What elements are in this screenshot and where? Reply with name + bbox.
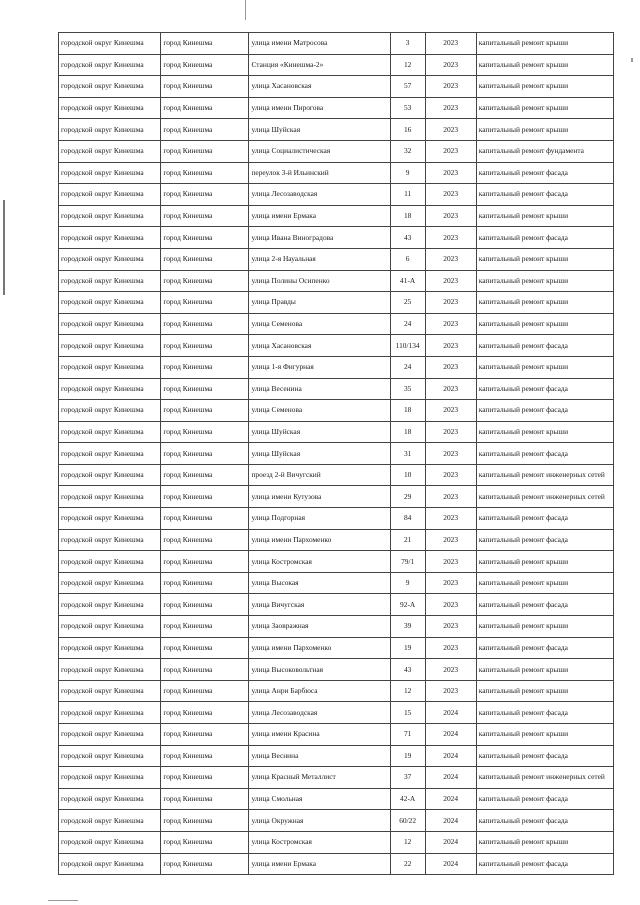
table-row (59, 810, 614, 832)
house-number-cell: 57 (390, 76, 425, 98)
city-cell: город Кинешма (161, 745, 249, 767)
street-cell: улица Заовражная (249, 616, 390, 638)
year-cell: 2023 (425, 594, 476, 616)
work-type-cell: капитальный ремонт крыши (476, 270, 613, 292)
year-cell: 2024 (425, 767, 476, 789)
city-cell: город Кинешма (161, 810, 249, 832)
municipal-district-cell: городской округ Кинешма (59, 659, 161, 681)
year-cell: 2023 (425, 421, 476, 443)
house-number-cell: 53 (390, 97, 425, 119)
street-cell: улица Высокая (249, 572, 390, 594)
house-number-cell: 18 (390, 205, 425, 227)
table-row (59, 292, 614, 314)
table-row (59, 572, 614, 594)
municipal-district-cell: городской округ Кинешма (59, 313, 161, 335)
city-cell: город Кинешма (161, 508, 249, 530)
municipal-district-cell: городской округ Кинешма (59, 248, 161, 270)
year-cell: 2023 (425, 551, 476, 573)
city-cell: город Кинешма (161, 680, 249, 702)
work-type-cell: капитальный ремонт фасада (476, 443, 613, 465)
work-type-cell: капитальный ремонт крыши (476, 680, 613, 702)
city-cell: город Кинешма (161, 443, 249, 465)
municipal-district-cell: городской округ Кинешма (59, 97, 161, 119)
city-cell: город Кинешма (161, 767, 249, 789)
city-cell: город Кинешма (161, 205, 249, 227)
work-type-cell: капитальный ремонт крыши (476, 97, 613, 119)
street-cell: улица Шуйская (249, 421, 390, 443)
year-cell: 2023 (425, 400, 476, 422)
table-row (59, 529, 614, 551)
street-cell: улица Полины Осипенко (249, 270, 390, 292)
table-row (59, 205, 614, 227)
municipal-district-cell: городской округ Кинешма (59, 508, 161, 530)
house-number-cell: 37 (390, 767, 425, 789)
house-number-cell: 18 (390, 400, 425, 422)
city-cell: город Кинешма (161, 486, 249, 508)
municipal-district-cell: городской округ Кинешма (59, 594, 161, 616)
work-type-cell: капитальный ремонт фасада (476, 810, 613, 832)
street-cell: улица Ивана Виноградова (249, 227, 390, 249)
municipal-district-cell: городской округ Кинешма (59, 443, 161, 465)
work-type-cell: капитальный ремонт фасада (476, 184, 613, 206)
city-cell: город Кинешма (161, 356, 249, 378)
house-number-cell: 29 (390, 486, 425, 508)
municipal-district-cell: городской округ Кинешма (59, 810, 161, 832)
city-cell: город Кинешма (161, 292, 249, 314)
municipal-district-cell: городской округ Кинешма (59, 76, 161, 98)
year-cell: 2023 (425, 356, 476, 378)
street-cell: Станция «Кинешма-2» (249, 54, 390, 76)
street-cell: улица имени Пархоменко (249, 637, 390, 659)
municipal-district-cell: городской округ Кинешма (59, 680, 161, 702)
city-cell: город Кинешма (161, 421, 249, 443)
municipal-district-cell: городской округ Кинешма (59, 464, 161, 486)
street-cell: переулок 3-й Ильинский (249, 162, 390, 184)
city-cell: город Кинешма (161, 594, 249, 616)
table-row (59, 313, 614, 335)
municipal-district-cell: городской округ Кинешма (59, 54, 161, 76)
year-cell: 2023 (425, 140, 476, 162)
municipal-district-cell: городской округ Кинешма (59, 378, 161, 400)
work-type-cell: капитальный ремонт крыши (476, 292, 613, 314)
house-number-cell: 24 (390, 313, 425, 335)
table-row (59, 680, 614, 702)
work-type-cell: капитальный ремонт инженерных сетей (476, 464, 613, 486)
street-cell: улица Семенова (249, 313, 390, 335)
street-cell: улица Семенова (249, 400, 390, 422)
table-row (59, 724, 614, 746)
street-cell: улица Костромская (249, 831, 390, 853)
year-cell: 2023 (425, 637, 476, 659)
scan-mark-top (245, 0, 246, 20)
table-row (59, 33, 614, 55)
municipal-district-cell: городской округ Кинешма (59, 831, 161, 853)
municipal-district-cell: городской округ Кинешма (59, 486, 161, 508)
table-row (59, 378, 614, 400)
year-cell: 2023 (425, 162, 476, 184)
street-cell: улица 2-я Науальная (249, 248, 390, 270)
table-row (59, 97, 614, 119)
table-row (59, 637, 614, 659)
street-cell: улица имени Матросова (249, 33, 390, 55)
city-cell: город Кинешма (161, 54, 249, 76)
year-cell: 2024 (425, 702, 476, 724)
work-type-cell: капитальный ремонт крыши (476, 313, 613, 335)
street-cell: улица Веснина (249, 745, 390, 767)
year-cell: 2024 (425, 788, 476, 810)
city-cell: город Кинешма (161, 400, 249, 422)
table-row (59, 767, 614, 789)
municipal-district-cell: городской округ Кинешма (59, 162, 161, 184)
house-number-cell: 12 (390, 680, 425, 702)
house-number-cell: 39 (390, 616, 425, 638)
year-cell: 2023 (425, 486, 476, 508)
work-type-cell: капитальный ремонт крыши (476, 551, 613, 573)
table-row (59, 659, 614, 681)
house-number-cell: 12 (390, 54, 425, 76)
city-cell: город Кинешма (161, 529, 249, 551)
municipal-district-cell: городской округ Кинешма (59, 227, 161, 249)
house-number-cell: 25 (390, 292, 425, 314)
city-cell: город Кинешма (161, 464, 249, 486)
street-cell: улица Вичугская (249, 594, 390, 616)
city-cell: город Кинешма (161, 33, 249, 55)
house-number-cell: 84 (390, 508, 425, 530)
house-number-cell: 19 (390, 745, 425, 767)
work-type-cell: капитальный ремонт крыши (476, 831, 613, 853)
city-cell: город Кинешма (161, 637, 249, 659)
house-number-cell: 9 (390, 572, 425, 594)
municipal-district-cell: городской округ Кинешма (59, 33, 161, 55)
work-type-cell: капитальный ремонт крыши (476, 205, 613, 227)
house-number-cell: 6 (390, 248, 425, 270)
house-number-cell: 32 (390, 140, 425, 162)
house-number-cell: 12 (390, 831, 425, 853)
street-cell: улица Хасановская (249, 335, 390, 357)
street-cell: улица Весенина (249, 378, 390, 400)
work-type-cell: капитальный ремонт крыши (476, 119, 613, 141)
year-cell: 2024 (425, 724, 476, 746)
city-cell: город Кинешма (161, 724, 249, 746)
work-type-cell: капитальный ремонт фасада (476, 853, 613, 875)
year-cell: 2023 (425, 248, 476, 270)
year-cell: 2024 (425, 853, 476, 875)
house-number-cell: 3 (390, 33, 425, 55)
city-cell: город Кинешма (161, 659, 249, 681)
year-cell: 2023 (425, 508, 476, 530)
house-number-cell: 41-А (390, 270, 425, 292)
house-number-cell: 18 (390, 421, 425, 443)
table-row (59, 421, 614, 443)
work-type-cell: капитальный ремонт фасада (476, 400, 613, 422)
street-cell: улица имени Пирогова (249, 97, 390, 119)
street-cell: улица Подгорная (249, 508, 390, 530)
municipal-district-cell: городской округ Кинешма (59, 702, 161, 724)
year-cell: 2024 (425, 831, 476, 853)
table-body (59, 33, 614, 875)
street-cell: улица Костромская (249, 551, 390, 573)
work-type-cell: капитальный ремонт фасада (476, 637, 613, 659)
table-row (59, 788, 614, 810)
house-number-cell: 43 (390, 659, 425, 681)
work-type-cell: капитальный ремонт крыши (476, 356, 613, 378)
work-type-cell: капитальный ремонт крыши (476, 248, 613, 270)
year-cell: 2023 (425, 270, 476, 292)
city-cell: город Кинешма (161, 76, 249, 98)
house-number-cell: 22 (390, 853, 425, 875)
municipal-district-cell: городской округ Кинешма (59, 529, 161, 551)
year-cell: 2023 (425, 572, 476, 594)
city-cell: город Кинешма (161, 227, 249, 249)
city-cell: город Кинешма (161, 270, 249, 292)
work-type-cell: капитальный ремонт фасада (476, 529, 613, 551)
municipal-district-cell: городской округ Кинешма (59, 400, 161, 422)
table-row (59, 853, 614, 875)
municipal-district-cell: городской округ Кинешма (59, 767, 161, 789)
city-cell: город Кинешма (161, 119, 249, 141)
city-cell: город Кинешма (161, 788, 249, 810)
year-cell: 2023 (425, 119, 476, 141)
street-cell: улица Лесозаводская (249, 184, 390, 206)
municipal-district-cell: городской округ Кинешма (59, 788, 161, 810)
house-number-cell: 92-А (390, 594, 425, 616)
work-type-cell: капитальный ремонт крыши (476, 54, 613, 76)
street-cell: улица Социалистическая (249, 140, 390, 162)
table-row (59, 594, 614, 616)
work-type-cell: капитальный ремонт крыши (476, 76, 613, 98)
house-number-cell: 43 (390, 227, 425, 249)
street-cell: улица Окружная (249, 810, 390, 832)
house-number-cell: 24 (390, 356, 425, 378)
city-cell: город Кинешма (161, 162, 249, 184)
city-cell: город Кинешма (161, 831, 249, 853)
municipal-district-cell: городской округ Кинешма (59, 853, 161, 875)
city-cell: город Кинешма (161, 616, 249, 638)
table-row (59, 745, 614, 767)
table-row (59, 162, 614, 184)
municipal-district-cell: городской округ Кинешма (59, 335, 161, 357)
year-cell: 2023 (425, 33, 476, 55)
street-cell: улица Красный Металлист (249, 767, 390, 789)
table-row (59, 270, 614, 292)
work-type-cell: капитальный ремонт крыши (476, 421, 613, 443)
city-cell: город Кинешма (161, 551, 249, 573)
table-row (59, 248, 614, 270)
year-cell: 2024 (425, 745, 476, 767)
house-number-cell: 110/134 (390, 335, 425, 357)
municipal-district-cell: городской округ Кинешма (59, 140, 161, 162)
street-cell: улица Хасановская (249, 76, 390, 98)
table-row (59, 76, 614, 98)
house-number-cell: 19 (390, 637, 425, 659)
scan-mark-bottom (48, 900, 78, 901)
table-row (59, 227, 614, 249)
work-type-cell: капитальный ремонт фасада (476, 227, 613, 249)
year-cell: 2023 (425, 205, 476, 227)
street-cell: улица имени Ермака (249, 853, 390, 875)
table-row (59, 140, 614, 162)
work-type-cell: капитальный ремонт крыши (476, 616, 613, 638)
year-cell: 2023 (425, 659, 476, 681)
work-type-cell: капитальный ремонт крыши (476, 724, 613, 746)
street-cell: улица 1-я Фигурная (249, 356, 390, 378)
table-row (59, 443, 614, 465)
street-cell: улица Правды (249, 292, 390, 314)
year-cell: 2023 (425, 313, 476, 335)
work-type-cell: капитальный ремонт фасада (476, 378, 613, 400)
street-cell: улица имени Пархоменко (249, 529, 390, 551)
city-cell: город Кинешма (161, 313, 249, 335)
city-cell: город Кинешма (161, 97, 249, 119)
table-row (59, 184, 614, 206)
street-cell: улица Шуйская (249, 119, 390, 141)
year-cell: 2023 (425, 76, 476, 98)
municipal-district-cell: городской округ Кинешма (59, 292, 161, 314)
house-number-cell: 35 (390, 378, 425, 400)
house-number-cell: 71 (390, 724, 425, 746)
street-cell: улица имени Кутузова (249, 486, 390, 508)
work-type-cell: капитальный ремонт крыши (476, 572, 613, 594)
city-cell: город Кинешма (161, 378, 249, 400)
year-cell: 2023 (425, 184, 476, 206)
municipal-district-cell: городской округ Кинешма (59, 205, 161, 227)
municipal-district-cell: городской округ Кинешма (59, 184, 161, 206)
work-type-cell: капитальный ремонт фасада (476, 508, 613, 530)
scan-mark-left (3, 200, 5, 295)
year-cell: 2023 (425, 378, 476, 400)
work-type-cell: капитальный ремонт крыши (476, 659, 613, 681)
municipal-district-cell: городской округ Кинешма (59, 421, 161, 443)
work-type-cell: капитальный ремонт фасада (476, 594, 613, 616)
year-cell: 2023 (425, 443, 476, 465)
city-cell: город Кинешма (161, 702, 249, 724)
work-type-cell: капитальный ремонт инженерных сетей (476, 486, 613, 508)
house-number-cell: 31 (390, 443, 425, 465)
year-cell: 2023 (425, 54, 476, 76)
repair-program-table (58, 32, 614, 875)
table-row (59, 464, 614, 486)
scan-mark-right (631, 58, 633, 62)
street-cell: улица Смольная (249, 788, 390, 810)
street-cell: улица Шуйская (249, 443, 390, 465)
year-cell: 2023 (425, 227, 476, 249)
work-type-cell: капитальный ремонт инженерных сетей (476, 767, 613, 789)
city-cell: город Кинешма (161, 853, 249, 875)
house-number-cell: 42-А (390, 788, 425, 810)
street-cell: проезд 2-й Вичугский (249, 464, 390, 486)
house-number-cell: 9 (390, 162, 425, 184)
year-cell: 2024 (425, 810, 476, 832)
table-row (59, 831, 614, 853)
table-row (59, 616, 614, 638)
table-row (59, 54, 614, 76)
municipal-district-cell: городской округ Кинешма (59, 637, 161, 659)
house-number-cell: 10 (390, 464, 425, 486)
work-type-cell: капитальный ремонт фасада (476, 702, 613, 724)
table-row (59, 119, 614, 141)
work-type-cell: капитальный ремонт фасада (476, 788, 613, 810)
table-row (59, 400, 614, 422)
street-cell: улица имени Ермака (249, 205, 390, 227)
municipal-district-cell: городской округ Кинешма (59, 356, 161, 378)
municipal-district-cell: городской округ Кинешма (59, 572, 161, 594)
municipal-district-cell: городской округ Кинешма (59, 270, 161, 292)
city-cell: город Кинешма (161, 248, 249, 270)
house-number-cell: 11 (390, 184, 425, 206)
house-number-cell: 21 (390, 529, 425, 551)
city-cell: город Кинешма (161, 572, 249, 594)
house-number-cell: 15 (390, 702, 425, 724)
municipal-district-cell: городской округ Кинешма (59, 724, 161, 746)
municipal-district-cell: городской округ Кинешма (59, 119, 161, 141)
work-type-cell: капитальный ремонт фасада (476, 335, 613, 357)
work-type-cell: капитальный ремонт фасада (476, 162, 613, 184)
table-row (59, 356, 614, 378)
city-cell: город Кинешма (161, 140, 249, 162)
year-cell: 2023 (425, 680, 476, 702)
work-type-cell: капитальный ремонт крыши (476, 33, 613, 55)
year-cell: 2023 (425, 97, 476, 119)
street-cell: улица Анри Барбюса (249, 680, 390, 702)
house-number-cell: 79/1 (390, 551, 425, 573)
table-row (59, 551, 614, 573)
year-cell: 2023 (425, 335, 476, 357)
table-row (59, 702, 614, 724)
year-cell: 2023 (425, 529, 476, 551)
table-row (59, 335, 614, 357)
year-cell: 2023 (425, 616, 476, 638)
house-number-cell: 16 (390, 119, 425, 141)
city-cell: город Кинешма (161, 184, 249, 206)
municipal-district-cell: городской округ Кинешма (59, 745, 161, 767)
work-type-cell: капитальный ремонт фасада (476, 745, 613, 767)
municipal-district-cell: городской округ Кинешма (59, 616, 161, 638)
year-cell: 2023 (425, 292, 476, 314)
table-row (59, 486, 614, 508)
table-row (59, 508, 614, 530)
work-type-cell: капитальный ремонт фундамента (476, 140, 613, 162)
street-cell: улица Высоковольтная (249, 659, 390, 681)
city-cell: город Кинешма (161, 335, 249, 357)
year-cell: 2023 (425, 464, 476, 486)
municipal-district-cell: городской округ Кинешма (59, 551, 161, 573)
street-cell: улица имени Красина (249, 724, 390, 746)
street-cell: улица Лесозаводская (249, 702, 390, 724)
house-number-cell: 60/22 (390, 810, 425, 832)
